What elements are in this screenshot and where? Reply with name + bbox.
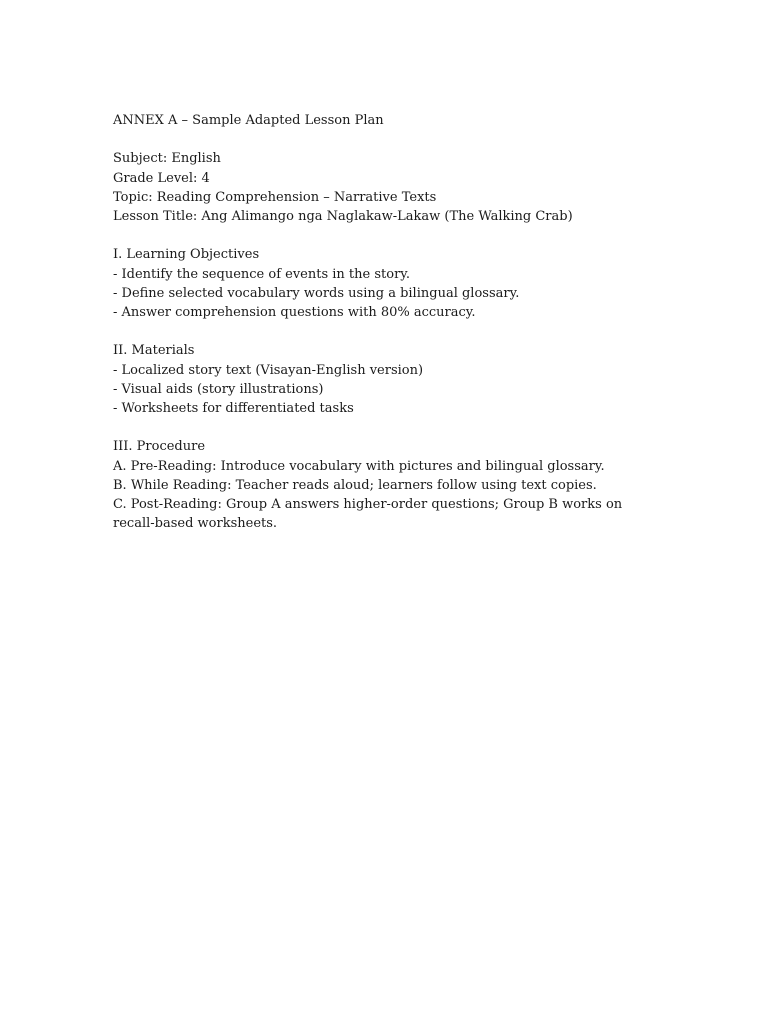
spacer [113,130,658,149]
topic-line: Topic: Reading Comprehension – Narrative Texts [113,189,437,205]
objective-item: - Identify the sequence of events in the story. [113,266,411,282]
objective-item: - Define selected vocabulary words using a bilingual glossary. [113,285,520,301]
spacer [113,226,658,245]
material-item: - Visual aids (story illustrations) [113,381,324,397]
lesson-title-line: Lesson Title: Ang Alimango nga Naglakaw-Lakaw (The Walking Crab) [113,209,573,224]
spacer [113,418,658,437]
document-title: ANNEX A – Sample Adapted Lesson Plan [113,113,384,128]
subject-line: Subject: English [113,151,221,167]
material-item: - Localized story text (Visayan-English version) [113,362,424,378]
material-item: - Worksheets for differentiated tasks [113,401,354,416]
procedure-item: C. Post-Reading: Group A answers higher-order questions; Group B works on recall-based worksheets. [113,497,623,532]
spacer [113,322,658,341]
objective-item: - Answer comprehension questions with 80% accuracy. [113,305,476,320]
materials-heading: II. Materials [113,343,195,359]
objectives-heading: I. Learning Objectives [113,247,260,263]
grade-level-line: Grade Level: 4 [113,170,210,186]
procedure-heading: III. Procedure [113,439,206,455]
procedure-item: A. Pre-Reading: Introduce vocabulary with pictures and bilingual glossary. [113,458,605,474]
document-body [113,111,658,533]
procedure-item: B. While Reading: Teacher reads aloud; learners follow using text copies. [113,477,597,493]
